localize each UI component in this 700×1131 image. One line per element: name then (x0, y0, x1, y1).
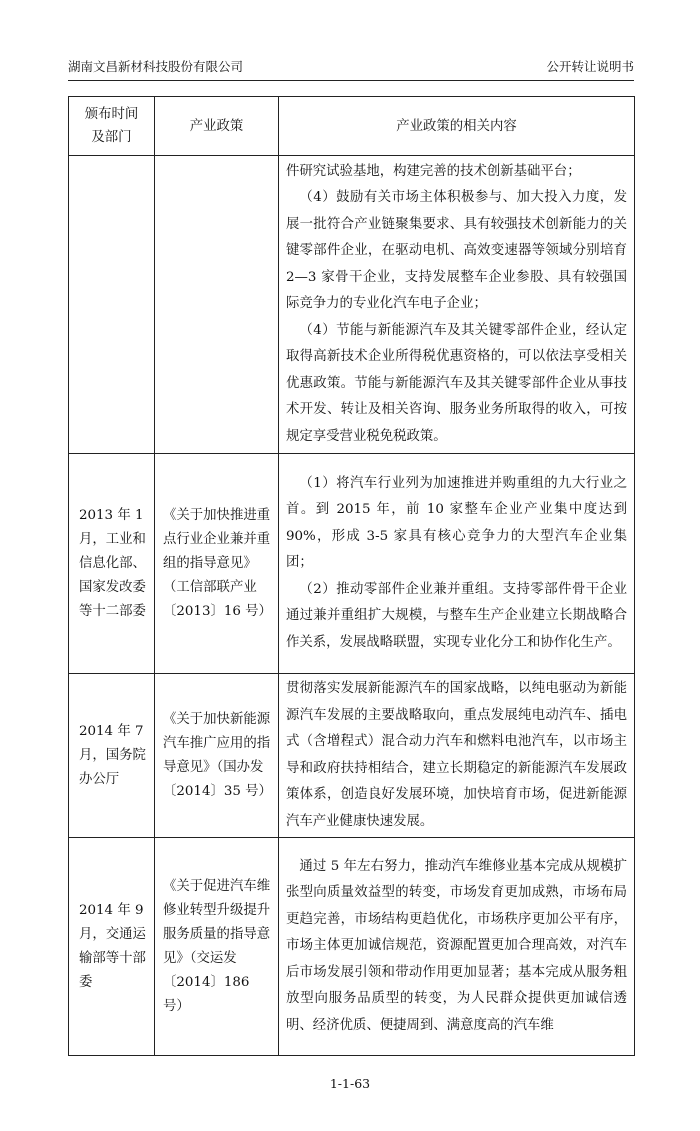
cell-dept (69, 156, 155, 454)
cell-policy (155, 156, 279, 454)
column-header-policy: 产业政策 (155, 97, 279, 156)
table-row (69, 838, 635, 1056)
page-header (68, 58, 634, 80)
header-divider (68, 80, 634, 81)
company-name: 湖南文昌新材科技股份有限公司 (68, 59, 244, 74)
table-row (69, 674, 635, 838)
content-paragraph: （1）将汽车行业列为加速推进并购重组的九大行业之首。到 2015 年，前 10 家整车企业产业集中度达到 90%，形成 3-5 家具有核心竞争力的大型汽车企业集团； (286, 475, 627, 571)
cell-policy: 《关于加快推进重点行业企业兼并重组的指导意见》（工信部联产业〔2013〕16 号） (155, 454, 279, 674)
page-number: 1-1-63 (329, 1076, 371, 1091)
content-paragraph: 通过 5 年左右努力，推动汽车维修业基本完成从规模扩张型向质量效益型的转变，市场发育更加成熟，市场布局更趋完善，市场结构更趋优化，市场秩序更加公平有序，市场主体更加诚信规范，资源配置更加合理高效，对汽车后市场发展引领和带动作用更加显著；基本完成从服务粗放型向服务品质型的转变，为人民群众提供更加诚信透明、经济优质、便捷周到、满意度高的汽车维 (286, 858, 627, 1033)
content-paragraph: 件研究试验基地，构建完善的技术创新基础平台； (286, 163, 581, 179)
table-row (69, 454, 635, 674)
column-header-date-dept (69, 97, 155, 156)
content-paragraph: （2）推动零部件企业兼并重组。支持零部件骨干企业通过兼并重组扩大规模，与整车生产企业建立长期战略合作关系，发展战略联盟，实现专业化分工和协作化生产。 (286, 581, 627, 650)
industry-policy-table (68, 96, 635, 1056)
cell-content (279, 674, 635, 838)
content-paragraph: （4）节能与新能源汽车及其关键零部件企业，经认定取得高新技术企业所得税优惠资格的，可以依法享受相关优惠政策。节能与新能源汽车及其关键零部件企业从事技术开发、转让及相关咨询、服务业务所取得的收入，可按规定享受营业税免税政策。 (286, 322, 627, 444)
cell-dept: 2013 年 1 月，工业和信息化部、国家发改委等十二部委 (69, 454, 155, 674)
content-paragraph: 贯彻落实发展新能源汽车的国家战略，以纯电驱动为新能源汽车发展的主要战略取向，重点发展纯电动汽车、插电式（含增程式）混合动力汽车和燃料电池汽车，以市场主导和政府扶持相结合，建立长期稳定的新能源汽车发展政策体系，创造良好发展环境，加快培育市场，促进新能源汽车产业健康快速发展。 (286, 681, 627, 829)
column-header-date-dept-line2: 及部门 (91, 130, 132, 145)
column-header-date-dept-line1: 颁布时间 (84, 107, 139, 122)
cell-policy: 《关于加快新能源汽车推广应用的指导意见》（国办发〔2014〕35 号） (155, 674, 279, 838)
cell-content (279, 838, 635, 1056)
cell-content (279, 454, 635, 674)
document-type: 公开转让说明书 (546, 59, 634, 74)
cell-dept: 2014 年 7 月，国务院办公厅 (69, 674, 155, 838)
cell-content (279, 156, 635, 454)
cell-policy: 《关于促进汽车维修业转型升级提升服务质量的指导意见》（交运发〔2014〕186 号） (155, 838, 279, 1056)
table-row (69, 156, 635, 454)
content-paragraph: （4）鼓励有关市场主体积极参与、加大投入力度，发展一批符合产业链聚集要求、具有较强技术创新能力的关键零部件企业，在驱动电机、高效变速器等领域分别培育 2—3 家骨干企业，支持发展整车企业参股、具有较强国际竞争力的专业化汽车电子企业； (286, 190, 627, 312)
column-header-content: 产业政策的相关内容 (279, 97, 635, 156)
table-header-row (69, 97, 635, 156)
cell-dept: 2014 年 9 月，交通运输部等十部委 (69, 838, 155, 1056)
